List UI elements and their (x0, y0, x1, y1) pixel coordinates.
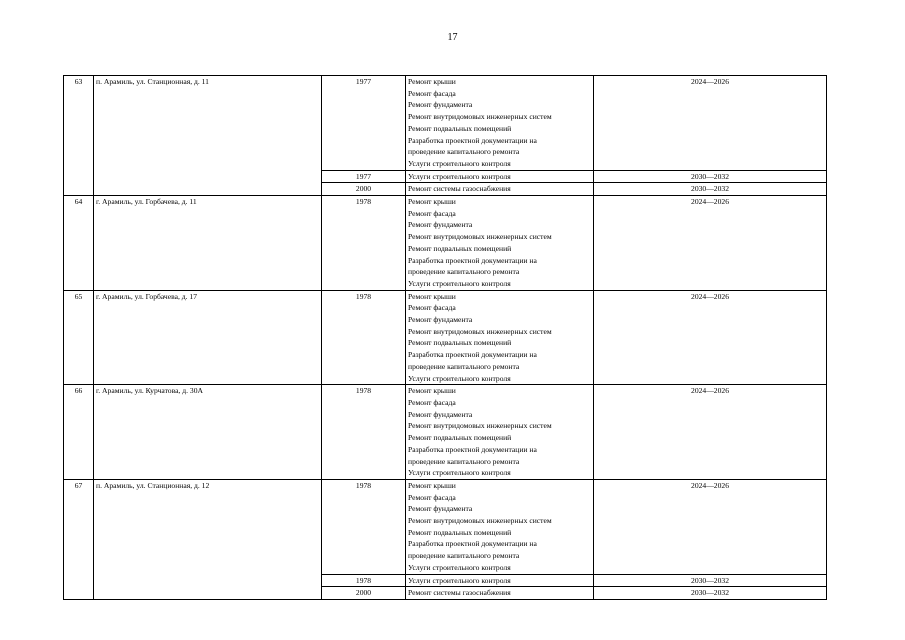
works-cell (406, 290, 594, 385)
work-item: Услуги строительного контроля (408, 373, 511, 383)
work-item: Ремонт фундамента (408, 504, 473, 514)
year-cell: 1977 (322, 170, 406, 183)
row-number: 67 (64, 479, 94, 599)
works-cell (406, 170, 594, 183)
work-item: Ремонт фундамента (408, 220, 473, 230)
work-item: Услуги строительного контроля (408, 171, 511, 181)
work-item: Ремонт фасада (408, 492, 456, 502)
year-cell: 2000 (322, 183, 406, 196)
works-cell (406, 385, 594, 480)
row-number: 64 (64, 196, 94, 291)
work-item: Ремонт подвальных помещений (408, 243, 512, 253)
period-cell: 2024—2026 (594, 196, 827, 291)
work-item: Ремонт крыши (408, 197, 456, 207)
year-cell: 1978 (322, 290, 406, 385)
work-item: Ремонт подвальных помещений (408, 527, 512, 537)
work-item: Ремонт подвальных помещений (408, 338, 512, 348)
work-item: проведение капитального ремонта (408, 147, 520, 157)
work-item: Ремонт внутридомовых инженерных систем (408, 421, 552, 431)
address-cell: г. Арамиль, ул. Курчатова, д. 30А (94, 385, 322, 480)
work-item: Ремонт фундамента (408, 409, 473, 419)
capital-repair-table (63, 75, 827, 600)
work-item: проведение капитального ремонта (408, 551, 520, 561)
work-item: Ремонт фундамента (408, 100, 473, 110)
address-cell: г. Арамиль, ул. Горбачева, д. 11 (94, 196, 322, 291)
table-row (64, 290, 827, 385)
work-item: Ремонт внутридомовых инженерных систем (408, 516, 552, 526)
period-cell: 2024—2026 (594, 290, 827, 385)
work-item: Разработка проектной документации на (408, 135, 537, 145)
table-row (64, 76, 827, 171)
works-cell (406, 587, 594, 600)
period-cell: 2030—2032 (594, 574, 827, 587)
work-item: проведение капитального ремонта (408, 456, 520, 466)
work-item: Разработка проектной документации на (408, 539, 537, 549)
address-cell: г. Арамиль, ул. Горбачева, д. 17 (94, 290, 322, 385)
row-number: 63 (64, 76, 94, 196)
works-cell (406, 479, 594, 574)
row-number: 65 (64, 290, 94, 385)
period-cell: 2024—2026 (594, 76, 827, 171)
period-cell: 2030—2032 (594, 170, 827, 183)
work-item: Ремонт внутридомовых инженерных систем (408, 326, 552, 336)
work-item: Ремонт системы газоснабжения (408, 588, 511, 598)
table-row (64, 385, 827, 480)
work-item: Услуги строительного контроля (408, 575, 511, 585)
work-item: Ремонт внутридомовых инженерных систем (408, 232, 552, 242)
work-item: Ремонт подвальных помещений (408, 123, 512, 133)
year-cell: 1978 (322, 196, 406, 291)
work-item: Разработка проектной документации на (408, 255, 537, 265)
year-cell: 2000 (322, 587, 406, 600)
works-cell (406, 76, 594, 171)
work-item: Ремонт фасада (408, 88, 456, 98)
period-cell: 2024—2026 (594, 385, 827, 480)
work-item: Разработка проектной документации на (408, 350, 537, 360)
works-cell (406, 574, 594, 587)
work-item: проведение капитального ремонта (408, 361, 520, 371)
work-item: Ремонт крыши (408, 480, 456, 490)
address-cell: п. Арамиль, ул. Станционная, д. 11 (94, 76, 322, 196)
work-item: Услуги строительного контроля (408, 278, 511, 288)
work-item: Ремонт крыши (408, 291, 456, 301)
year-cell: 1977 (322, 76, 406, 171)
work-item: Услуги строительного контроля (408, 562, 511, 572)
work-item: Услуги строительного контроля (408, 468, 511, 478)
year-cell: 1978 (322, 385, 406, 480)
work-item: Разработка проектной документации на (408, 444, 537, 454)
work-item: Ремонт подвальных помещений (408, 433, 512, 443)
work-item: Ремонт крыши (408, 386, 456, 396)
work-item: Услуги строительного контроля (408, 158, 511, 168)
work-item: Ремонт крыши (408, 77, 456, 86)
period-cell: 2024—2026 (594, 479, 827, 574)
table-row (64, 479, 827, 574)
work-item: Ремонт системы газоснабжения (408, 184, 511, 194)
work-item: Ремонт фундамента (408, 315, 473, 325)
work-item: проведение капитального ремонта (408, 267, 520, 277)
work-item: Ремонт фасада (408, 397, 456, 407)
year-cell: 1978 (322, 479, 406, 574)
address-cell: п. Арамиль, ул. Станционная, д. 12 (94, 479, 322, 599)
row-number: 66 (64, 385, 94, 480)
page-number: 17 (447, 32, 458, 43)
table-row (64, 196, 827, 291)
work-item: Ремонт фасада (408, 303, 456, 313)
table-body (64, 76, 827, 600)
year-cell: 1978 (322, 574, 406, 587)
work-item: Ремонт внутридомовых инженерных систем (408, 112, 552, 122)
work-item: Ремонт фасада (408, 208, 456, 218)
period-cell: 2030—2032 (594, 587, 827, 600)
period-cell: 2030—2032 (594, 183, 827, 196)
works-cell (406, 183, 594, 196)
works-cell (406, 196, 594, 291)
